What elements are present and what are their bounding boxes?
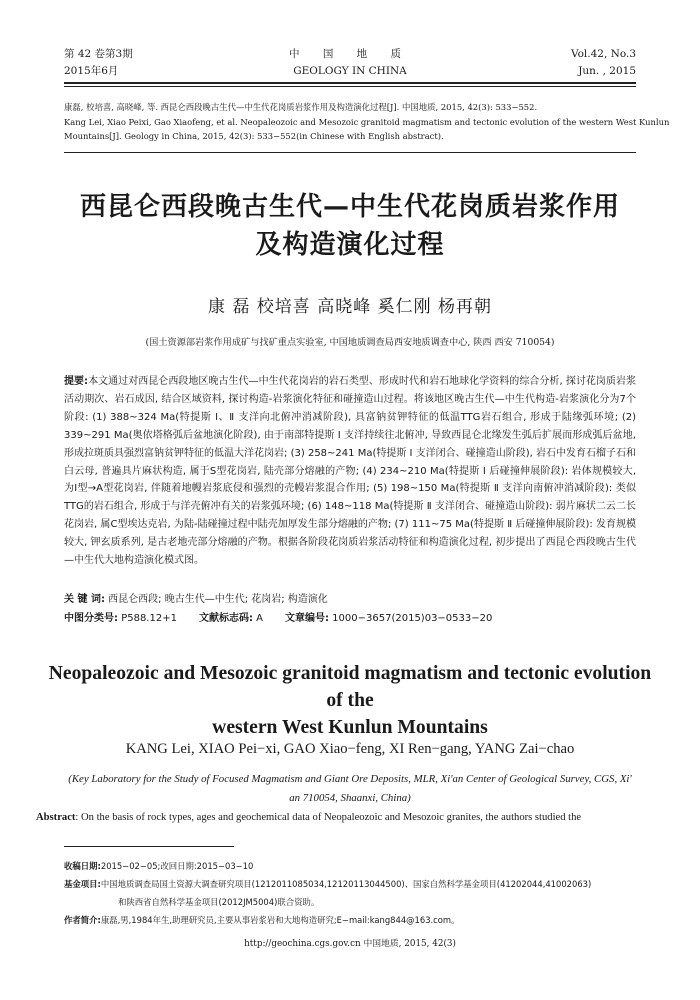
abstract-en-label: Abstract [36,812,76,823]
citation-en-line1: Kang Lei, Xiao Peixi, Gao Xiaofeng, et al. Neopaleozoic and Mesozoic granitoid magmatism and tectonic evolution of the western West Kunlun [64,116,670,127]
author-value: 康磊,男,1984年生,助理研究员,主要从事岩浆岩和大地构造研究;E−mail:kang844@163.com。 [100,915,460,925]
affiliation-en-line1: (Key Laboratory for the Study of Focused Magmatism and Giant Ore Deposits, MLR, Xi'an Center of Geological Survey, CGS, Xi' [68,773,632,785]
clc-value: P588.12+1 [121,613,177,624]
affiliation-cn: (国土资源部岩浆作用成矿与找矿重点实验室, 中国地质调查局西安地质调查中心, 陕西 西安 710054) [145,337,555,348]
header-journal-en: GEOLOGY IN CHINA [293,65,407,77]
abstract-en-text: : On the basis of rock types, ages and geochemical data of Neopaleozoic and Mesozoic granites, the authors studied the [75,812,582,823]
header-volume-cn: 第 42 卷第3期 [64,48,133,60]
authors-en: KANG Lei, XIAO Pei−xi, GAO Xiao−feng, XI Ren−gang, YANG Zai−chao [125,741,575,757]
header-date-cn: 2015年6月 [64,65,119,77]
keywords-cn [64,591,636,609]
title-cn-line1: 西昆仑西段晚古生代—中生代花岗质岩浆作用 [79,192,620,222]
classification-cn [64,610,636,628]
citation-block [64,100,670,144]
header-date-en: Jun. , 2015 [578,65,636,77]
footnote-rule [64,846,234,847]
abstract-en [36,812,664,823]
article-no-label: 文章编号: [284,613,329,624]
footnote-received [64,857,664,875]
footnote-fund [64,875,664,893]
citation-cn: 康磊, 校培喜, 高晓峰, 等. 西昆仑西段晚古生代—中生代花岗质岩浆作用及构造演化过程[J]. 中国地质, 2015, 42(3): 533−552. [64,102,538,112]
affiliation-en-line2: an 710054, Shaanxi, China) [289,792,411,804]
header-volume-en: Vol.42, No.3 [570,48,636,60]
received-value: 2015−02−05;改回日期:2015−03−10 [100,861,254,871]
abstract-cn [64,373,636,570]
doc-code-value: A [256,613,263,624]
title-en [40,660,660,741]
fund-value-line1: 中国地质调查局国土资源大调查研究项目(1212011085034,12120113044500)、国家自然科学基金项目(41202044,41002063) [100,879,592,889]
header-right [571,46,636,80]
clc-label: 中图分类号: [64,613,118,624]
header-rule-thin [64,86,636,87]
title-cn [40,188,660,264]
header-journal-cn: 中 国 地 质 [288,48,411,60]
page-footer: http://geochina.cgs.gov.cn 中国地质, 2015, 42(3) [244,939,456,949]
keywords-cn-label: 关 键 词: [64,594,105,605]
footnotes [64,857,664,929]
abstract-cn-text: 本文通过对西昆仑西段地区晚古生代—中生代花岗岩的岩石类型、形成时代和岩石地球化学资料的综合分析, 探讨花岗质岩浆活动期次、岩石成因, 结合区域资料, 探讨构造-岩浆演化特征和碰撞造山过程。将该地区晚古生代—中生代构造-岩浆演化分为7个阶段: (1) 388~324 Ma(特提斯 Ⅰ、Ⅱ 支洋向北俯冲消减阶段), 具富钠贫钾特征的低温TTG岩石组合, 形成于陆缘弧环境; (2) 339~291 Ma(奥依塔格弧后盆地演化阶段), 由于南部特提斯 Ⅰ 支洋持续往北俯冲, 导致西昆仑北缘发生弧后扩展而形成弧后盆地, 形成拉斑质具强烈富钠贫钾特征的低温大洋花岗岩; (3) 258~241 Ma(特提斯 Ⅰ 支洋闭合、碰撞造山阶段), 岩石中发育石榴子石和白云母, 普遍具片麻状构造, 属于S型花岗岩, 陆壳部分熔融的产物; (4) 234~210 Ma(特提斯 Ⅰ 后碰撞伸展阶段): 岩体规模较大, 为Ⅰ型→A型花岗岩, 伴随着地幔岩浆底侵和强烈的壳幔岩浆混合作用; (5) 198~150 Ma(特提斯 Ⅱ 支洋向南俯冲消减阶段): 类似TTG的岩石组合, 形成于与洋壳俯冲有关的岩浆弧环境; (6) 148~118 Ma(特提斯 Ⅱ 支洋闭合、碰撞造山阶段): 弱片麻状二云二长花岗岩, 属C型埃达克岩, 为陆-陆碰撞过程中陆壳加厚发生部分熔融的产物; (7) 111~75 Ma(特提斯 Ⅱ 后碰撞伸展阶段): 发育规模较大, 钾玄质系列, 是古老地壳部分熔融的产物。根据各阶段花岗质岩浆活动特征和构造演化过程, 初步提出了西昆仑西段晚古生代—中生代大地构造演化模式图。 [64,376,637,567]
title-en-line1: Neopaleozoic and Mesozoic granitoid magmatism and tectonic evolution of the [48,663,652,711]
article-no-value: 1000−3657(2015)03−0533−20 [332,613,493,624]
received-label: 收稿日期: [64,861,101,871]
citation-en-line2: Mountains[J]. Geology in China, 2015, 42(3): 533−552(in Chinese with English abstract). [64,131,444,141]
citation-rule [64,152,636,153]
fund-label: 基金项目: [64,879,101,889]
footnote-fund-cont: 和陕西省自然科学基金项目(2012JM5004)联合资助。 [118,897,320,907]
author-label: 作者简介: [64,915,101,925]
header-rule [64,82,636,84]
title-cn-line2: 及构造演化过程 [255,230,445,260]
abstract-cn-label: 提要: [64,376,89,387]
footnote-author [64,911,664,929]
affiliation-en [64,770,636,808]
keywords-cn-text: 西昆仑西段; 晚古生代—中生代; 花岗岩; 构造演化 [108,594,328,605]
authors-cn: 康 磊 校培喜 高晓峰 奚仁刚 杨再朝 [207,297,493,317]
title-en-line2: western West Kunlun Mountains [212,717,488,738]
doc-code-label: 文献标志码: [198,613,253,624]
header-center [64,46,636,80]
